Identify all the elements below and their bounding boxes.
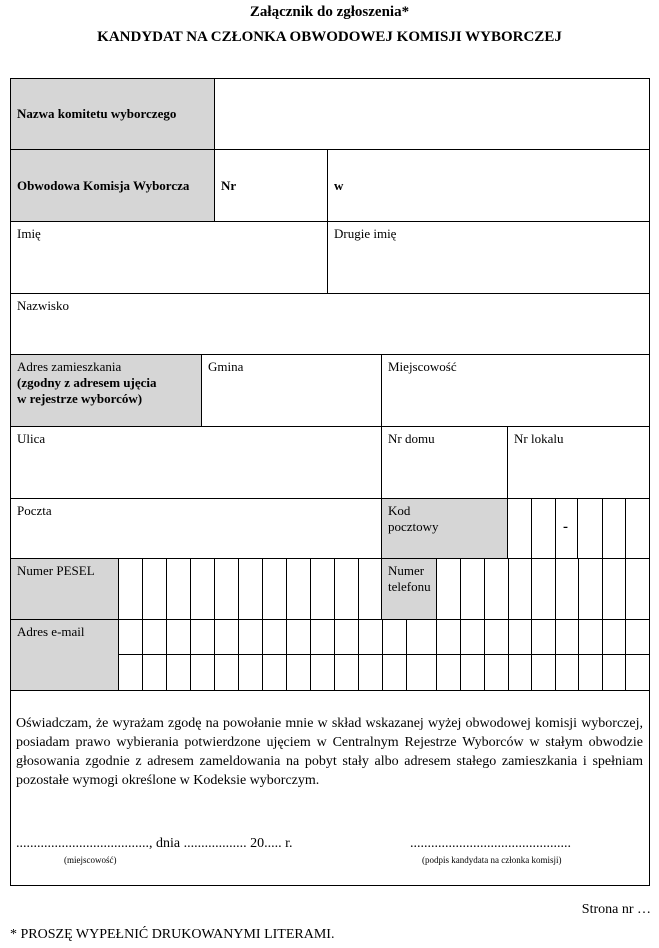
second-name-field[interactable]: Drugie imię: [334, 226, 397, 241]
email-box-line: [460, 619, 461, 690]
commission-label: Obwodowa Komisja Wyborcza: [11, 150, 214, 221]
phone-box-line: [508, 558, 509, 619]
divider-col-label: [214, 78, 215, 221]
pesel-box-line: [214, 558, 215, 619]
email-box-line: [531, 619, 532, 690]
pesel-box-line: [190, 558, 191, 619]
committee-field[interactable]: [215, 79, 649, 149]
page-number: Strona nr …: [581, 902, 651, 917]
email-box-line: [166, 619, 167, 690]
footnote: * PROSZĘ WYPEŁNIĆ DRUKOWANYMI LITERAMI.: [10, 927, 335, 942]
divider-row4: [10, 354, 650, 355]
postcode-dash: -: [563, 519, 568, 535]
signature-caption: (podpis kandydata na członka komisji): [422, 855, 562, 865]
locality-field[interactable]: Miejscowość: [388, 359, 457, 374]
divider-row7: [10, 558, 650, 559]
email-box-line: [286, 619, 287, 690]
divider-row1: [10, 149, 650, 150]
email-box-line: [382, 619, 383, 690]
postcode-box-line: [555, 498, 556, 558]
place-caption: (miejscowość): [64, 855, 117, 865]
pesel-box-line: [142, 558, 143, 619]
address-label-line3: w rejestrze wyborców): [17, 391, 143, 406]
divider-row3: [10, 293, 650, 294]
phone-box-line: [555, 558, 556, 619]
phone-box-line: [602, 558, 603, 619]
pesel-box-line: [238, 558, 239, 619]
email-box-line: [436, 619, 437, 690]
signature-line[interactable]: ..............................................: [410, 836, 571, 851]
committee-label: Nazwa komitetu wyborczego: [11, 79, 214, 149]
email-box-line: [406, 619, 407, 690]
pesel-box-line: [334, 558, 335, 619]
email-box-line: [555, 619, 556, 690]
pesel-box-line: [310, 558, 311, 619]
pesel-boxes[interactable]: [119, 559, 381, 619]
email-box-line: [214, 619, 215, 690]
address-label: [11, 355, 201, 426]
email-box-line: [262, 619, 263, 690]
postcode-boxes[interactable]: [508, 499, 649, 558]
divider-row6: [10, 498, 650, 499]
email-box-line: [238, 619, 239, 690]
gmina-field[interactable]: Gmina: [208, 359, 244, 374]
pesel-box-line: [286, 558, 287, 619]
email-box-line: [334, 619, 335, 690]
postcode-box-line: [577, 498, 578, 558]
divider-row2: [10, 221, 650, 222]
form-title: KANDYDAT NA CZŁONKA OBWODOWEJ KOMISJI WYBORCZEJ: [97, 29, 562, 45]
house-nr-field[interactable]: Nr domu: [388, 431, 435, 446]
email-box-line: [484, 619, 485, 690]
email-box-line: [602, 619, 603, 690]
email-label: Adres e-mail: [11, 620, 118, 690]
attachment-title: Załącznik do zgłoszenia*: [249, 4, 410, 20]
divider-row8: [10, 619, 650, 620]
phone-box-line: [625, 558, 626, 619]
phone-label: [382, 559, 436, 619]
email-box-line: [358, 619, 359, 690]
surname-field[interactable]: Nazwisko: [17, 298, 69, 313]
commission-nr-label[interactable]: Nr: [221, 178, 237, 193]
email-box-line: [578, 619, 579, 690]
email-box-line: [625, 619, 626, 690]
email-box-line: [190, 619, 191, 690]
address-label-line2: (zgodny z adresem ujęcia: [17, 375, 157, 390]
address-label-line1: Adres zamieszkania: [17, 359, 122, 374]
email-box-line: [310, 619, 311, 690]
flat-nr-field[interactable]: Nr lokalu: [514, 431, 564, 446]
postcode-box-line: [625, 498, 626, 558]
email-box-line: [142, 619, 143, 690]
divider-col-locality: [381, 354, 382, 619]
postcode-label-line1: Kod: [388, 503, 411, 518]
phone-label-line1: Numer: [388, 563, 425, 578]
place-date-line[interactable]: ......................................, dnia .................. 20..... r.: [16, 836, 293, 851]
phone-box-line: [484, 558, 485, 619]
postcode-label: [382, 499, 507, 558]
phone-boxes[interactable]: [437, 559, 649, 619]
pesel-box-line: [262, 558, 263, 619]
postcode-label-line2: pocztowy: [388, 519, 439, 534]
phone-box-line: [531, 558, 532, 619]
divider-row9: [10, 690, 650, 691]
first-name-field[interactable]: Imię: [17, 226, 41, 241]
divider-email-mid: [118, 654, 650, 655]
pesel-box-line: [166, 558, 167, 619]
street-field[interactable]: Ulica: [17, 431, 46, 446]
divider-row5: [10, 426, 650, 427]
divider-col-phone: [436, 558, 437, 619]
postcode-box-line: [602, 498, 603, 558]
email-boxes[interactable]: [119, 620, 649, 690]
postcode-box-line: [531, 498, 532, 558]
phone-box-line: [460, 558, 461, 619]
phone-label-line2: telefonu: [388, 579, 431, 594]
post-field[interactable]: Poczta: [17, 503, 52, 518]
declaration-text: Oświadczam, że wyrażam zgodę na powołanie mnie w skład wskazanej wyżej obwodowej komisji wyborczej, posiadam prawo wybierania potwierdzone ujęciem w Centralnym Rejestrze Wyborców w stałym obwodzie głosowania zgodnie z adresem zameldowania na pobyt stały albo adresem stałego zamieszkania i spełniam pozostałe wymogi określone w Kodeksie wyborczym.: [16, 716, 643, 788]
divider-col-address: [201, 354, 202, 426]
pesel-label: Numer PESEL: [11, 559, 118, 619]
commission-w-label[interactable]: w: [334, 178, 344, 193]
pesel-box-line: [358, 558, 359, 619]
divider-col-nr: [327, 149, 328, 293]
email-box-line: [508, 619, 509, 690]
divider-col-flat: [507, 426, 508, 558]
divider-col-pesel: [118, 558, 119, 690]
phone-box-line: [578, 558, 579, 619]
